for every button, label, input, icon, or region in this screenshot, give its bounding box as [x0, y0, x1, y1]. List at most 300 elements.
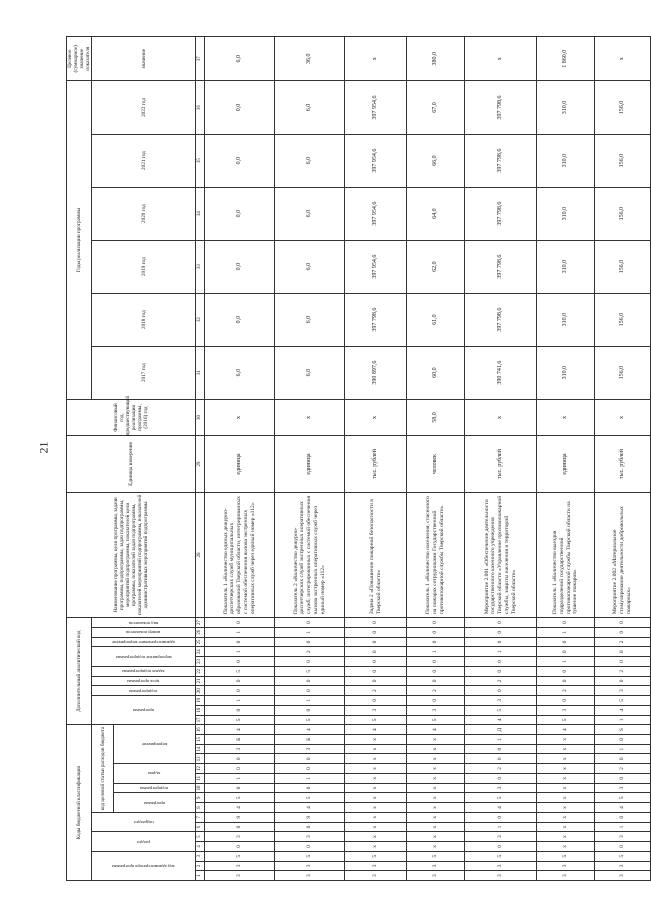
code-digit: 4: [537, 725, 595, 735]
header-programma-text: программа: [143, 800, 166, 806]
code-digit: 0: [407, 618, 465, 628]
code-digit: 5: [275, 793, 345, 803]
column-number: 26: [196, 627, 205, 637]
code-digit: х: [345, 754, 407, 764]
code-digit: 0: [205, 686, 275, 696]
row-year-value: 397 798,6: [345, 293, 407, 346]
header-meropriyatie-text: мероприятие: [141, 742, 168, 748]
code-digit: 0: [465, 744, 537, 754]
header-add-col-text: подпрограмма: [129, 688, 158, 694]
row-year-value: 310,0: [537, 240, 595, 293]
code-digit: 5: [275, 851, 345, 861]
code-digit: 4: [205, 803, 275, 813]
row-year-value: 6,0: [275, 293, 345, 346]
column-number: 6: [196, 822, 205, 832]
code-digit: 5: [205, 851, 275, 861]
code-digit: 2: [465, 764, 537, 774]
row-year-value: 397 798,6: [465, 293, 537, 346]
row-unit: единица: [275, 436, 345, 492]
row-year-value: 62,0: [407, 240, 465, 293]
row-year-value: 310,0: [537, 187, 595, 240]
code-digit: 4: [275, 725, 345, 735]
row-year-value: 0,0: [205, 187, 275, 240]
column-number: 33: [196, 240, 205, 293]
code-digit: 5: [345, 715, 407, 725]
header-add-col-text: мероприятие подпрограммы: [115, 654, 172, 660]
code-digit: 3: [345, 861, 407, 871]
code-digit: х: [345, 783, 407, 793]
code-digit: 3: [345, 871, 407, 881]
code-digit: 5: [595, 696, 651, 706]
rotated-page: [66, 36, 632, 881]
column-number: 9: [196, 793, 205, 803]
code-digit: 3: [465, 861, 537, 871]
column-number: 21: [196, 676, 205, 686]
code-digit: 1: [407, 647, 465, 657]
code-digit: 0: [465, 666, 537, 676]
header-razdel-text: раздел: [137, 839, 150, 845]
header-fin-year: Финансовый год, предшествующий реализации программы, (2016) год: [67, 399, 196, 436]
column-number: 18: [196, 705, 205, 715]
code-digit: 0: [465, 842, 537, 852]
code-digit: 1: [537, 657, 595, 667]
code-digit: х: [345, 744, 407, 754]
header-target-group: код целевой статьи расходов бюджета: [92, 725, 114, 813]
code-digit: 0: [275, 764, 345, 774]
code-digit: 3: [205, 832, 275, 842]
row-unit: тыс. рублей: [345, 436, 407, 492]
column-number: 36: [196, 81, 205, 134]
code-digit: 5: [275, 666, 345, 676]
code-digit: 3: [205, 744, 275, 754]
header-year: 2022 год: [92, 81, 196, 134]
code-digit: 0: [407, 666, 465, 676]
code-digit: 3: [595, 686, 651, 696]
code-digit: 2: [275, 647, 345, 657]
code-digit: 0: [465, 773, 537, 783]
row-year-value: 0,0: [205, 240, 275, 293]
code-digit: х: [407, 754, 465, 764]
code-digit: 0: [465, 627, 537, 637]
code-digit: 0: [275, 705, 345, 715]
header-add-col: [92, 618, 196, 628]
code-digit: 0: [465, 754, 537, 764]
header-podrazdel-text: подраздел: [133, 820, 154, 826]
table-row: [275, 37, 345, 881]
column-number: 22: [196, 666, 205, 676]
code-digit: 5: [537, 715, 595, 725]
code-digit: 1: [275, 627, 345, 637]
row-name: Мероприятие 2.002 «Материальное стимулирование деятельности добровольных пожарных»: [595, 492, 651, 618]
column-number-row: [196, 37, 205, 881]
code-digit: 0: [345, 696, 407, 706]
code-digit: 0: [275, 754, 345, 764]
header-add-col: [92, 696, 196, 725]
row-year-value: 0,0: [205, 134, 275, 187]
code-digit: 0: [595, 812, 651, 822]
table-body: [196, 37, 651, 881]
code-digit: 5: [595, 793, 651, 803]
code-digit: 4: [465, 715, 537, 725]
code-digit: 5: [407, 851, 465, 861]
code-digit: S: [595, 725, 651, 735]
row-target-value: 1 860,0: [537, 37, 595, 82]
row-fin-year-value: х: [275, 399, 345, 436]
code-digit: 1: [205, 627, 275, 637]
column-number: 34: [196, 187, 205, 240]
code-digit: Б: [275, 734, 345, 744]
code-digit: 9: [275, 812, 345, 822]
row-year-value: 6,0: [275, 134, 345, 187]
header-add-col: [92, 676, 196, 686]
row-year-value: 397 798,6: [465, 187, 537, 240]
row-fin-year-value: х: [345, 399, 407, 436]
column-number: 12: [196, 764, 205, 774]
code-digit: 4: [345, 725, 407, 735]
code-digit: 0: [537, 637, 595, 647]
code-digit: 1: [465, 647, 537, 657]
row-year-value: 310,0: [537, 293, 595, 346]
row-target-value: х: [595, 37, 651, 82]
row-year-value: 397 954,6: [345, 187, 407, 240]
code-digit: х: [345, 812, 407, 822]
code-digit: 3: [537, 871, 595, 881]
code-digit: 0: [595, 618, 651, 628]
column-number: 14: [196, 744, 205, 754]
code-digit: 1: [205, 773, 275, 783]
code-digit: 0: [205, 783, 275, 793]
row-target-value: 36,0: [275, 37, 345, 82]
code-digit: 1: [595, 822, 651, 832]
column-number: 4: [196, 842, 205, 852]
code-digit: 1: [465, 822, 537, 832]
code-digit: 0: [275, 676, 345, 686]
code-digit: 4: [465, 803, 537, 813]
code-digit: х: [345, 793, 407, 803]
row-fin-year-value: х: [537, 399, 595, 436]
column-number: 30: [196, 399, 205, 436]
code-digit: 2: [465, 676, 537, 686]
code-digit: 1: [537, 627, 595, 637]
code-digit: 0: [537, 618, 595, 628]
rotated-table-container: [66, 36, 632, 881]
code-digit: 5: [465, 851, 537, 861]
code-digit: 0: [275, 842, 345, 852]
column-number: 31: [196, 346, 205, 399]
header-podprogramma: [114, 783, 196, 793]
code-digit: 0: [595, 773, 651, 783]
row-year-value: 66,0: [407, 134, 465, 187]
code-digit: х: [537, 734, 595, 744]
column-number: 37: [196, 37, 205, 82]
header-add-col: [92, 647, 196, 666]
header-year: 2020 год: [92, 187, 196, 240]
row-unit: тыс. рублей: [595, 436, 651, 492]
column-number: 1: [196, 871, 205, 881]
row-year-value: 67,0: [407, 81, 465, 134]
program-table: [66, 36, 651, 881]
code-digit: 0: [407, 696, 465, 706]
code-digit: х: [345, 803, 407, 813]
header-kbk: Коды бюджетной классификации: [67, 725, 92, 881]
code-digit: 0: [275, 618, 345, 628]
column-number: 27: [196, 618, 205, 628]
code-digit: 5: [205, 715, 275, 725]
code-digit: 0: [537, 647, 595, 657]
code-digit: 0: [465, 618, 537, 628]
header-add-col-text: задача подпрограммы: [122, 669, 165, 675]
code-digit: Д: [465, 725, 537, 735]
header-zadacha-text: задача: [148, 771, 161, 777]
row-year-value: 64,0: [407, 187, 465, 240]
row-year-value: 156,0: [595, 293, 651, 346]
code-digit: х: [537, 783, 595, 793]
table-row: [345, 37, 407, 881]
header-year: 2021 год: [92, 134, 196, 187]
header-zadacha: [114, 764, 196, 783]
row-name: Показатель 2 «Количество дежурно-диспетчерских служб экстренных оперативных служб, интегрированных с системой обеспечения вызова экстренных оперативных служб через единый номер «112»: [275, 492, 345, 618]
row-year-value: 156,0: [595, 187, 651, 240]
row-year-value: 156,0: [595, 134, 651, 187]
code-digit: х: [407, 793, 465, 803]
row-name: Задача 2 «Повышение пожарной безопасности в Тверской области»: [345, 492, 407, 618]
row-year-value: 6,0: [275, 81, 345, 134]
code-digit: х: [345, 842, 407, 852]
code-digit: 0: [275, 783, 345, 793]
code-digit: х: [407, 832, 465, 842]
header-razdel: [92, 832, 196, 851]
header-podprogramma-text: подпрограмма: [140, 786, 169, 792]
code-digit: 2: [595, 637, 651, 647]
code-digit: х: [537, 793, 595, 803]
code-digit: 0: [595, 734, 651, 744]
code-digit: 0: [345, 657, 407, 667]
code-digit: 0: [275, 637, 345, 647]
row-year-value: 310,0: [537, 81, 595, 134]
code-digit: 0: [595, 627, 651, 637]
header-year: 2019 год: [92, 240, 196, 293]
row-target-value: х: [345, 37, 407, 82]
code-digit: 0: [537, 676, 595, 686]
table-row: [465, 37, 537, 881]
code-digit: 0: [465, 657, 537, 667]
code-digit: 3: [275, 861, 345, 871]
code-digit: 0: [595, 842, 651, 852]
row-year-value: 61,0: [407, 293, 465, 346]
header-add-col: [92, 627, 196, 637]
row-year-value: 6,0: [205, 346, 275, 399]
code-digit: 3: [595, 783, 651, 793]
row-name: Показатель 1 «Количество населения, спасенного на пожарах сотрудниками Государственной противопожарной службы Тверской области»: [407, 492, 465, 618]
code-digit: 1: [205, 696, 275, 706]
code-digit: 3: [275, 832, 345, 842]
code-digit: 0: [595, 754, 651, 764]
column-number: 16: [196, 725, 205, 735]
code-digit: 3: [595, 861, 651, 871]
code-digit: 1: [205, 647, 275, 657]
row-unit: тыс. рублей: [465, 436, 537, 492]
code-digit: 4: [407, 725, 465, 735]
code-digit: 5: [205, 793, 275, 803]
code-digit: х: [407, 764, 465, 774]
code-digit: 0: [345, 637, 407, 647]
code-digit: х: [537, 842, 595, 852]
code-digit: 0: [345, 627, 407, 637]
code-digit: 4: [595, 705, 651, 715]
code-digit: х: [537, 744, 595, 754]
code-digit: 0: [465, 637, 537, 647]
column-number: 28: [196, 492, 205, 618]
column-number: 5: [196, 832, 205, 842]
header-unit: Единица измерения: [67, 436, 196, 492]
row-target-value: х: [465, 37, 537, 82]
code-digit: 5: [205, 666, 275, 676]
row-target-value: 380,0: [407, 37, 465, 82]
header-programma: [114, 793, 196, 812]
row-year-value: 310,0: [537, 346, 595, 399]
row-year-value: 397 798,6: [465, 134, 537, 187]
column-number: 7: [196, 812, 205, 822]
code-digit: 0: [595, 647, 651, 657]
row-fin-year-value: х: [595, 399, 651, 436]
code-digit: 5: [465, 793, 537, 803]
code-digit: 4: [275, 803, 345, 813]
column-number: 10: [196, 783, 205, 793]
code-digit: х: [537, 812, 595, 822]
code-digit: х: [345, 764, 407, 774]
code-digit: х: [537, 773, 595, 783]
code-digit: 0: [205, 754, 275, 764]
table-row: [595, 37, 651, 881]
code-digit: 5: [345, 851, 407, 861]
page-number: 21: [36, 441, 51, 454]
code-digit: 2: [407, 686, 465, 696]
header-add-col-text: цель программы: [127, 678, 160, 684]
code-digit: х: [407, 842, 465, 852]
row-year-value: 156,0: [595, 346, 651, 399]
code-digit: 0: [205, 637, 275, 647]
row-unit: единица: [205, 436, 275, 492]
code-digit: 5: [407, 715, 465, 725]
header-meropriyatie: [114, 725, 196, 764]
code-digit: 0: [465, 686, 537, 696]
code-digit: 3: [465, 783, 537, 793]
row-name: Показатель 1 «Количество единых дежурно-диспетчерских служб муниципальных образований Тверской области, интегрированных с системой обеспечения вызова экстренных оперативных служб через единый номер «112»: [205, 492, 275, 618]
code-digit: 0: [345, 618, 407, 628]
code-digit: 0: [595, 676, 651, 686]
header-year: 2018 год: [92, 293, 196, 346]
column-number: 24: [196, 647, 205, 657]
row-year-value: 156,0: [595, 81, 651, 134]
code-digit: 3: [465, 832, 537, 842]
code-digit: 3: [345, 705, 407, 715]
header-add-col-text: номер показателя: [126, 630, 161, 636]
code-digit: 1: [275, 696, 345, 706]
code-digit: х: [537, 803, 595, 813]
code-digit: х: [407, 803, 465, 813]
code-digit: Б: [205, 734, 275, 744]
row-unit: единица: [537, 436, 595, 492]
row-name: Мероприятие 2.001 «Обеспечение деятельности государственного казенного учреждения Тверской области «Управление противопожарной службы, защиты населения и территорий Тверской области»: [465, 492, 537, 618]
code-digit: 3: [595, 871, 651, 881]
code-digit: 2: [537, 686, 595, 696]
code-digit: 0: [205, 842, 275, 852]
column-number: 15: [196, 734, 205, 744]
code-digit: 1: [595, 744, 651, 754]
row-year-value: 6,0: [275, 187, 345, 240]
code-digit: 4: [205, 725, 275, 735]
code-digit: 0: [205, 764, 275, 774]
header-add-col: [92, 666, 196, 676]
code-digit: 1: [595, 715, 651, 725]
row-target-value: 6,0: [205, 37, 275, 82]
code-digit: 0: [205, 676, 275, 686]
code-digit: 3: [465, 871, 537, 881]
row-year-value: 156,0: [595, 240, 651, 293]
header-target: Целевое (суммарное) значение показателя: [67, 37, 92, 82]
code-digit: 2: [345, 686, 407, 696]
code-digit: 1: [275, 773, 345, 783]
header-add-col-text: административное мероприятие: [112, 640, 175, 646]
code-digit: 3: [407, 705, 465, 715]
header-name: Наименование программы, цели программы, задачи программы, подпрограммы, задач подпрограммы, мероприятий подпрограммы, показателей цели программы, показателей задач подпрограммы, показателей мероприятий подпрограммы, показателей административных мероприятий подпрограммы: [67, 492, 196, 618]
row-year-value: 390 897,6: [345, 346, 407, 399]
code-digit: 4: [595, 803, 651, 813]
code-digit: х: [537, 822, 595, 832]
header-add-col: [92, 686, 196, 696]
header-admin-code: [92, 851, 196, 880]
code-digit: 3: [537, 705, 595, 715]
header-add-col-text: программа: [132, 708, 155, 714]
header-target-value: значение: [92, 37, 196, 82]
code-digit: 5: [465, 705, 537, 715]
code-digit: 3: [407, 861, 465, 871]
code-digit: 3: [465, 696, 537, 706]
code-digit: 5: [275, 715, 345, 725]
code-digit: 3: [205, 861, 275, 871]
code-digit: 0: [537, 666, 595, 676]
header-additional-code: Дополнительный аналитический код: [67, 618, 92, 725]
column-number: 13: [196, 754, 205, 764]
column-number: 23: [196, 657, 205, 667]
code-digit: 0: [205, 705, 275, 715]
code-digit: 2: [595, 764, 651, 774]
code-digit: 0: [537, 696, 595, 706]
code-digit: 0: [407, 657, 465, 667]
code-digit: х: [345, 734, 407, 744]
code-digit: 3: [275, 744, 345, 754]
row-name: Показатель 1 «Количество выездов подразделений государственной противопожарной службы Тверской области на тушение пожаров»: [537, 492, 595, 618]
code-digit: 0: [345, 676, 407, 686]
row-year-value: 60,0: [407, 346, 465, 399]
column-number: 19: [196, 696, 205, 706]
column-number: 11: [196, 773, 205, 783]
code-digit: 3: [407, 871, 465, 881]
column-number: 2: [196, 861, 205, 871]
code-digit: 9: [205, 812, 275, 822]
code-digit: 0: [275, 822, 345, 832]
header-years-group: Годы реализации программы: [67, 81, 92, 399]
row-year-value: 6,0: [275, 240, 345, 293]
column-number: 29: [196, 436, 205, 492]
code-digit: 0: [275, 657, 345, 667]
row-year-value: 397 954,6: [345, 240, 407, 293]
code-digit: х: [407, 822, 465, 832]
column-number: 8: [196, 803, 205, 813]
column-number: 32: [196, 293, 205, 346]
code-digit: х: [407, 812, 465, 822]
code-digit: х: [407, 744, 465, 754]
